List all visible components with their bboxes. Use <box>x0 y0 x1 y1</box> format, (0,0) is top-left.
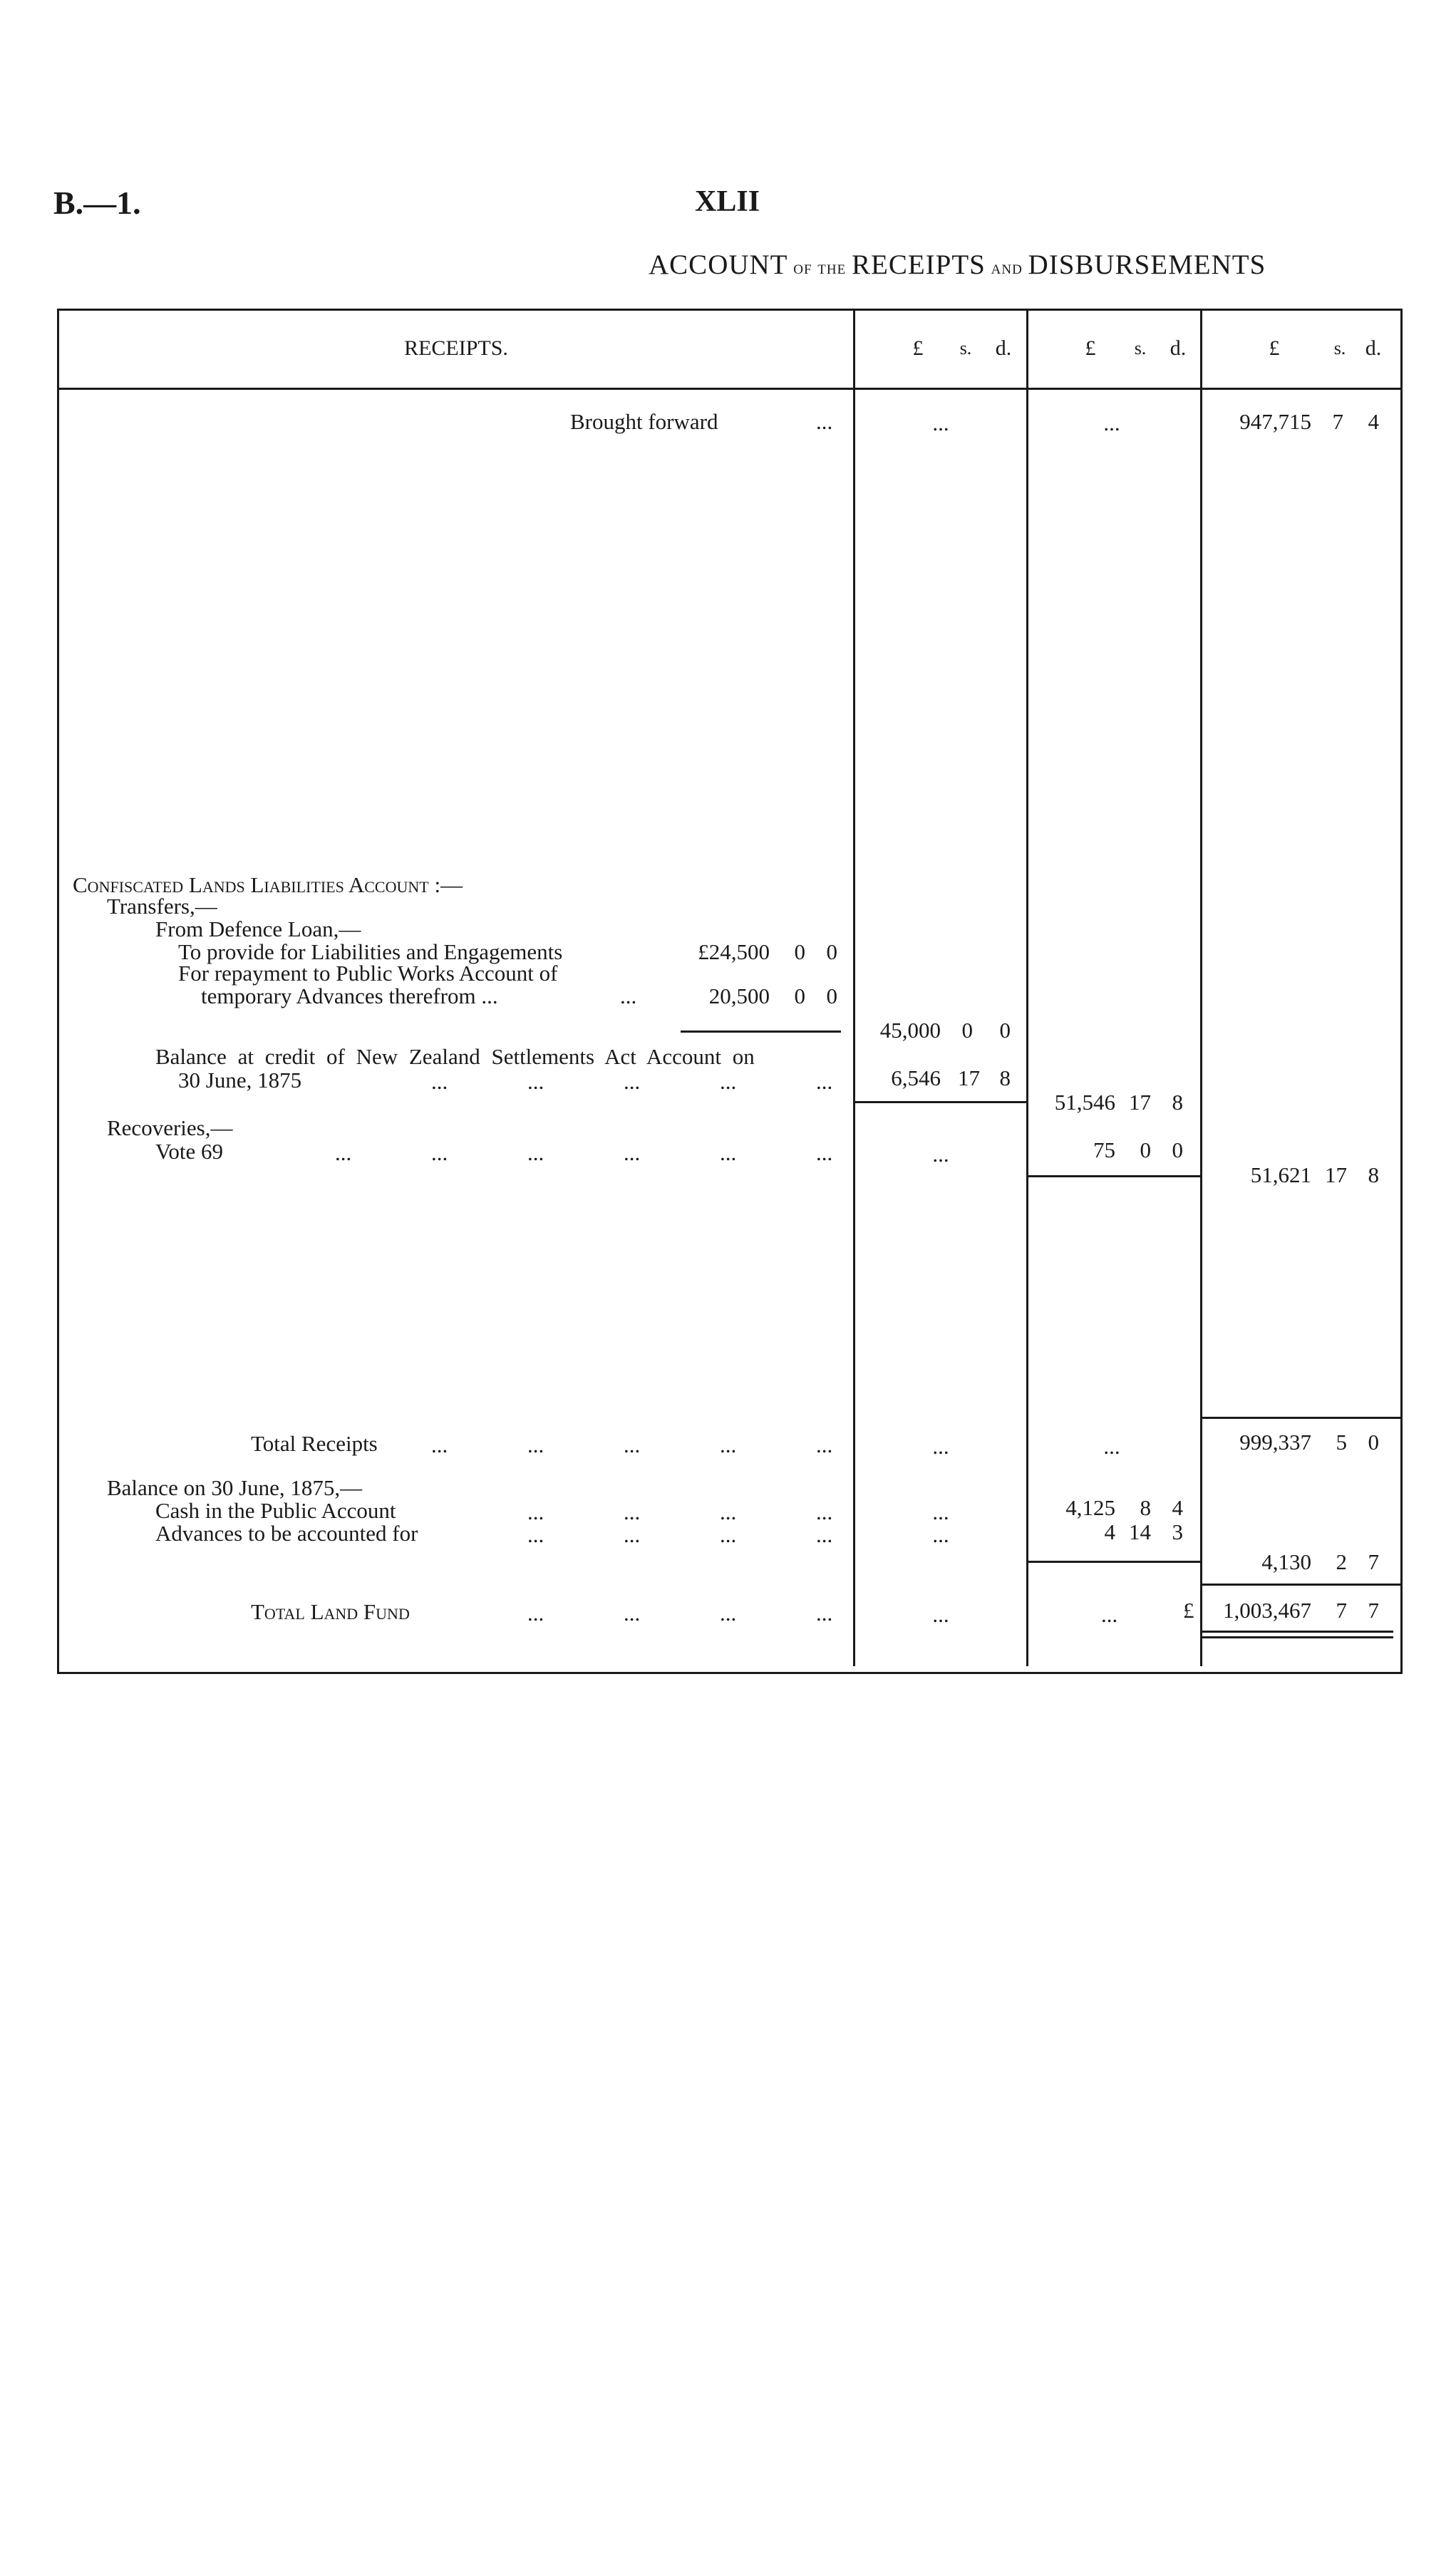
amount-pence: 4 <box>1368 409 1379 434</box>
amount-shillings: 7 <box>1336 1598 1347 1623</box>
title-word-disbursements: DISBURSEMENTS <box>1028 249 1266 280</box>
leader-dots: ... <box>431 1140 448 1165</box>
pence-header: d. <box>995 336 1012 360</box>
leader-dots: ... <box>527 1069 544 1094</box>
transfers-heading: Transfers,— <box>107 894 217 919</box>
title-word-receipts: RECEIPTS <box>852 249 986 280</box>
table-border-bottom <box>57 1672 1403 1674</box>
pound-header: £ <box>1085 336 1096 360</box>
leader-dots: ... <box>816 1601 833 1626</box>
section-heading: Confiscated Lands Liabilities Account :— <box>73 872 463 897</box>
title-word-and: and <box>985 257 1028 278</box>
amount-shillings: 0 <box>961 1018 973 1043</box>
amount-pence: 4 <box>1172 1495 1183 1520</box>
sub-amount-pence: 0 <box>826 939 837 964</box>
double-rule-lower <box>1202 1636 1393 1638</box>
leader-dots: ... <box>527 1140 544 1165</box>
leader-dots: ... <box>816 1069 833 1094</box>
currency-symbol: £ <box>1183 1598 1194 1623</box>
leader-dots: ... <box>816 1432 833 1457</box>
empty-cell-dots: ... <box>932 1602 949 1627</box>
row-label-line-1: Balance at credit of New Zealand Settlements Act Account on <box>155 1044 755 1069</box>
amount-pounds: 75 <box>1093 1137 1115 1162</box>
amount-shillings: 2 <box>1336 1549 1347 1574</box>
sub-amount-pounds: 20,500 <box>708 983 770 1008</box>
leader-dots: ... <box>720 1499 737 1524</box>
total-receipts-rule <box>1202 1417 1400 1419</box>
leader-dots: ... <box>431 1432 448 1457</box>
sub-amount-shillings: 0 <box>794 983 805 1008</box>
empty-cell-dots: ... <box>1103 1434 1120 1459</box>
amount-pounds: 6,546 <box>891 1065 941 1090</box>
subtotal-rule <box>1028 1561 1200 1563</box>
leader-dots: ... <box>624 1140 641 1165</box>
leader-dots: ... <box>720 1432 737 1457</box>
row-label-line-2: temporary Advances therefrom ... <box>201 983 498 1008</box>
amount-pounds: 1,003,467 <box>1223 1598 1311 1623</box>
amount-pounds: 947,715 <box>1239 409 1311 434</box>
row-label: Cash in the Public Account <box>155 1498 396 1523</box>
row-label: Total Receipts <box>251 1431 378 1456</box>
amount-pence: 3 <box>1172 1519 1183 1544</box>
leader-dots: ... <box>624 1069 641 1094</box>
amount-pence: 7 <box>1368 1549 1379 1574</box>
leader-dots: ... <box>816 409 833 434</box>
column-divider-3 <box>1200 309 1202 1666</box>
recoveries-heading: Recoveries,— <box>107 1115 233 1140</box>
sub-amount-pounds: £24,500 <box>698 939 770 964</box>
table-border-left <box>57 309 59 1674</box>
empty-cell-dots: ... <box>1101 1602 1118 1627</box>
amount-shillings: 5 <box>1336 1430 1347 1455</box>
pence-header: d. <box>1365 336 1382 360</box>
leader-dots: ... <box>620 983 637 1008</box>
amount-shillings: 17 <box>1325 1162 1347 1187</box>
section-heading: Balance on 30 June, 1875,— <box>107 1475 363 1500</box>
title-word-account: ACCOUNT <box>649 249 788 280</box>
empty-cell-dots: ... <box>932 1434 949 1459</box>
amount-pounds: 999,337 <box>1239 1430 1311 1455</box>
amount-pounds: 4,130 <box>1261 1549 1311 1574</box>
empty-cell-dots: ... <box>1103 410 1120 435</box>
leader-dots: ... <box>527 1432 544 1457</box>
leader-dots: ... <box>624 1522 641 1547</box>
amount-shillings: 0 <box>1140 1137 1151 1162</box>
defence-loan-heading: From Defence Loan,— <box>155 916 361 941</box>
row-label: Vote 69 <box>155 1139 224 1164</box>
empty-cell-dots: ... <box>932 1499 949 1524</box>
page-number: XLII <box>695 185 760 218</box>
row-label: To provide for Liabilities and Engagements <box>178 939 563 964</box>
column-divider-2 <box>1026 309 1028 1666</box>
document-reference: B.—1. <box>53 185 141 221</box>
leader-dots: ... <box>527 1601 544 1626</box>
empty-cell-dots: ... <box>932 410 949 435</box>
empty-cell-dots: ... <box>932 1142 949 1167</box>
leader-dots: ... <box>720 1522 737 1547</box>
pence-header: d. <box>1170 336 1187 360</box>
leader-dots: ... <box>431 1069 448 1094</box>
leader-dots: ... <box>335 1140 352 1165</box>
subtotal-rule <box>1028 1175 1200 1177</box>
subtotal-rule <box>681 1031 841 1033</box>
amount-pence: 0 <box>999 1018 1011 1043</box>
amount-shillings: 17 <box>958 1065 980 1090</box>
amount-pence: 0 <box>1368 1430 1379 1455</box>
title-word-of-the: of the <box>788 257 852 278</box>
amount-shillings: 14 <box>1129 1519 1151 1544</box>
leader-dots: ... <box>816 1499 833 1524</box>
row-label: Advances to be accounted for <box>155 1521 418 1546</box>
amount-pounds: 45,000 <box>879 1018 941 1043</box>
empty-cell-dots: ... <box>932 1522 949 1547</box>
shilling-header: s. <box>1134 338 1147 358</box>
row-label: Brought forward <box>570 409 718 434</box>
shilling-header: s. <box>1333 338 1346 358</box>
pound-header: £ <box>912 336 924 360</box>
double-rule-upper <box>1202 1631 1393 1633</box>
amount-pence: 7 <box>1368 1598 1379 1623</box>
row-label-line-2: 30 June, 1875 <box>178 1068 302 1093</box>
leader-dots: ... <box>527 1522 544 1547</box>
table-border-right <box>1400 309 1403 1674</box>
shilling-header: s. <box>959 338 972 358</box>
leader-dots: ... <box>624 1499 641 1524</box>
leader-dots: ... <box>720 1069 737 1094</box>
leader-dots: ... <box>720 1601 737 1626</box>
amount-pounds: 4 <box>1104 1519 1115 1544</box>
amount-pence: 8 <box>1368 1162 1379 1187</box>
subtotal-rule <box>855 1101 1026 1103</box>
leader-dots: ... <box>720 1140 737 1165</box>
receipts-column-header: RECEIPTS. <box>404 336 508 360</box>
leader-dots: ... <box>624 1601 641 1626</box>
leader-dots: ... <box>816 1522 833 1547</box>
total-land-fund-rule <box>1202 1584 1400 1586</box>
amount-shillings: 8 <box>1140 1495 1151 1520</box>
amount-pounds: 51,546 <box>1054 1090 1115 1115</box>
pound-header: £ <box>1269 336 1280 360</box>
amount-shillings: 17 <box>1129 1090 1151 1115</box>
amount-pence: 8 <box>999 1065 1011 1090</box>
column-divider-1 <box>853 309 855 1666</box>
leader-dots: ... <box>624 1432 641 1457</box>
page-title <box>649 251 1266 279</box>
leader-dots: ... <box>527 1499 544 1524</box>
row-label-line-1: For repayment to Public Works Account of <box>178 961 558 986</box>
amount-pence: 8 <box>1172 1090 1183 1115</box>
sub-amount-pence: 0 <box>826 983 837 1008</box>
amount-pounds: 51,621 <box>1250 1162 1311 1187</box>
amount-pounds: 4,125 <box>1065 1495 1115 1520</box>
sub-amount-shillings: 0 <box>794 939 805 964</box>
row-label: Total Land Fund <box>251 1599 410 1624</box>
amount-shillings: 7 <box>1332 409 1343 434</box>
amount-pence: 0 <box>1172 1137 1183 1162</box>
leader-dots: ... <box>816 1140 833 1165</box>
